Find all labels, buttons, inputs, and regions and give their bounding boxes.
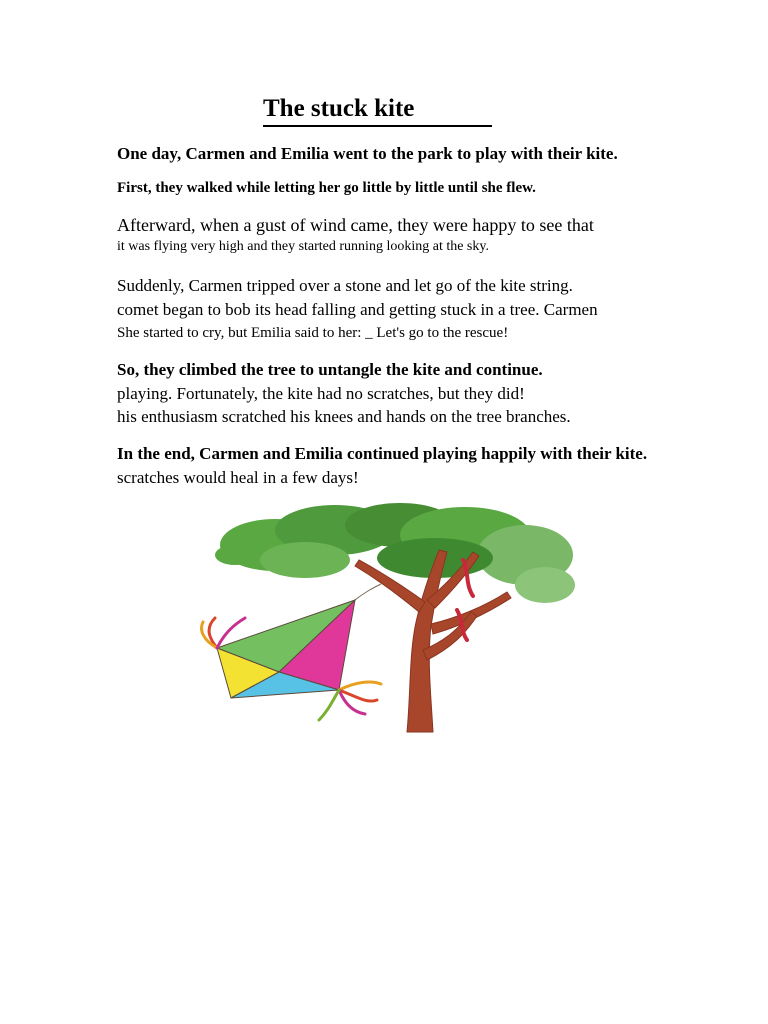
story-line-7: She started to cry, but Emilia said to her: _ Let's go to the rescue! bbox=[117, 325, 509, 341]
story-line-5: Suddenly, Carmen tripped over a stone and let go of the kite string. bbox=[117, 276, 573, 295]
story-line-8: So, they climbed the tree to untangle the kite and continue. bbox=[117, 360, 543, 379]
story-line-3: Afterward, when a gust of wind came, they were happy to see that bbox=[117, 215, 594, 235]
story-line-1: One day, Carmen and Emilia went to the park to play with their kite. bbox=[117, 144, 618, 163]
story-line-2: First, they walked while letting her go little by little until she flew. bbox=[117, 180, 536, 196]
kite bbox=[217, 600, 355, 698]
tree-trunk bbox=[355, 550, 511, 732]
story-line-12: scratches would heal in a few days! bbox=[117, 468, 359, 487]
story-line-10: his enthusiasm scratched his knees and hands on the tree branches. bbox=[117, 407, 571, 426]
story-line-4: it was flying very high and they started running looking at the sky. bbox=[117, 239, 489, 254]
page-title: The stuck kite bbox=[263, 93, 492, 127]
story-line-11: In the end, Carmen and Emilia continued playing happily with their kite. bbox=[117, 444, 648, 463]
kite-string bbox=[355, 584, 381, 600]
story-line-9: playing. Fortunately, the kite had no scratches, but they did! bbox=[117, 384, 525, 403]
kite-stuck-in-tree-illustration bbox=[195, 500, 585, 735]
story-line-6: comet began to bob its head falling and getting stuck in a tree. Carmen bbox=[117, 300, 598, 319]
